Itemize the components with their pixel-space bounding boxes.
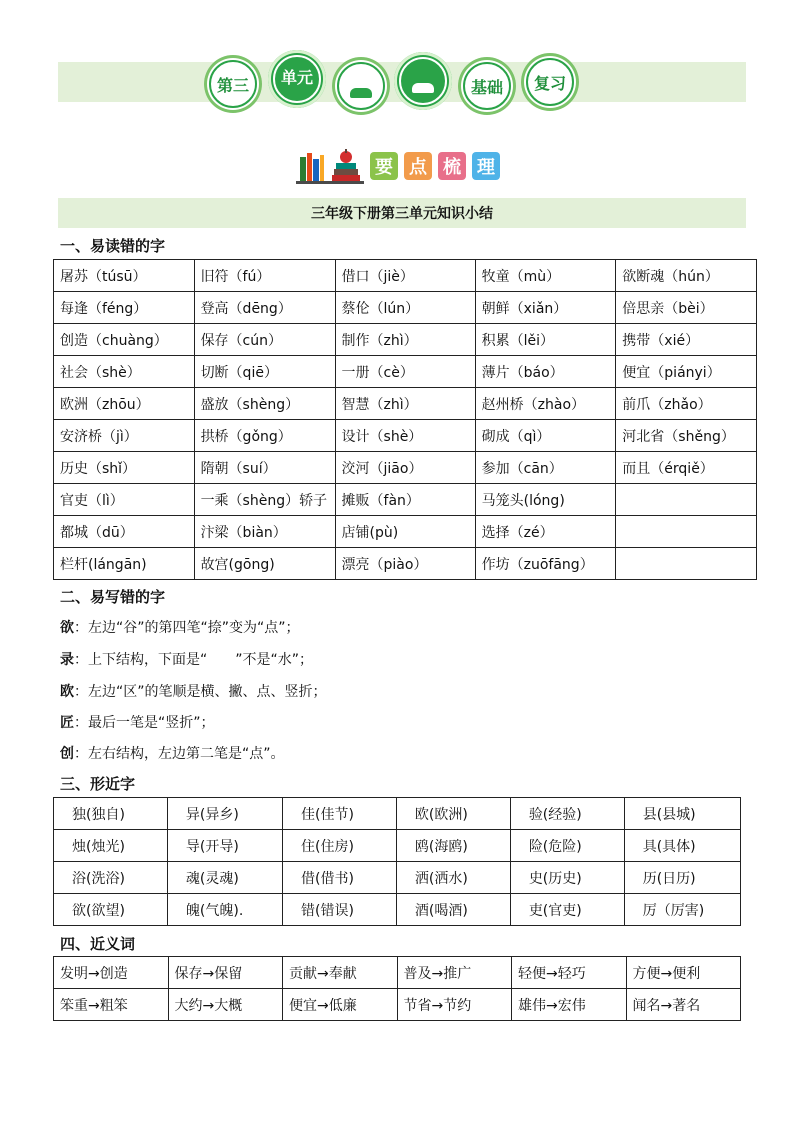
header-bubble-3 xyxy=(332,57,390,115)
table-cell: 厉（厉害) xyxy=(624,894,740,926)
cloud-icon xyxy=(350,88,372,98)
table-cell: 马笼头(lóng) xyxy=(475,484,616,516)
table-row xyxy=(54,452,757,484)
table-cell: 具(具体) xyxy=(624,830,740,862)
table-cell: 故宫(gōng) xyxy=(194,548,335,580)
table-cell: 吏(官吏) xyxy=(510,894,624,926)
section-title-1: 一、易读错的字 xyxy=(60,237,166,255)
table-synonyms xyxy=(53,956,741,1021)
yaodian-char-1: 要 xyxy=(370,152,398,180)
yaodian-char-3: 梳 xyxy=(438,152,466,180)
header-bubble-4 xyxy=(394,52,452,110)
table-cell: 发明→创造 xyxy=(54,957,169,989)
table-cell: 砌成（qì） xyxy=(475,420,616,452)
table-cell xyxy=(616,484,757,516)
write-error-line: 录：上下结构，下面是“ ”不是“水”； xyxy=(60,652,314,668)
yaodian-char-2: 点 xyxy=(404,152,432,180)
table-cell: 普及→推广 xyxy=(397,957,512,989)
table-cell: 隋朝（suí） xyxy=(194,452,335,484)
table-cell: 借口（jiè） xyxy=(335,260,475,292)
table-cell: 魄(气魄). xyxy=(167,894,282,926)
write-error-line: 欧：左边“区”的笔顺是横、撇、点、竖折； xyxy=(60,684,327,700)
table-cell: 欲断魂（hún） xyxy=(616,260,757,292)
table-cell: 验(经验) xyxy=(510,798,624,830)
table-cell: 方便→便利 xyxy=(626,957,741,989)
write-error-line: 匠：最后一笔是“竖折”； xyxy=(60,715,215,731)
table-cell: 前爪（zhǎo） xyxy=(616,388,757,420)
write-error-line: 欲：左边“谷”的第四笔“捺”变为“点”； xyxy=(60,620,300,636)
cloud-icon xyxy=(412,83,434,93)
table-row xyxy=(54,420,757,452)
table-cell: 摊贩（fàn） xyxy=(335,484,475,516)
table-cell: 鸥(海鸥) xyxy=(396,830,510,862)
table-cell: 设计（shè） xyxy=(335,420,475,452)
table-row xyxy=(54,292,757,324)
table-row xyxy=(54,862,741,894)
table-cell: 每逢（féng） xyxy=(54,292,195,324)
table-row xyxy=(54,548,757,580)
header-bubble-2: 单元 xyxy=(268,50,326,108)
table-cell: 异(异乡) xyxy=(167,798,282,830)
table-cell: 雄伟→宏伟 xyxy=(512,989,627,1021)
section-heading-yaodian xyxy=(296,146,500,186)
table-cell: 栏杆(lángān) xyxy=(54,548,195,580)
table-cell: 烛(烛光) xyxy=(54,830,168,862)
table-row xyxy=(54,324,757,356)
table-cell: 史(历史) xyxy=(510,862,624,894)
table-cell: 倍思亲（bèi） xyxy=(616,292,757,324)
table-row xyxy=(54,989,741,1021)
table-cell: 节省→节约 xyxy=(397,989,512,1021)
table-cell: 住(住房) xyxy=(283,830,397,862)
write-error-line: 创：左右结构，左边第二笔是“点”。 xyxy=(60,746,285,762)
table-cell: 欧洲（zhōu） xyxy=(54,388,195,420)
table-row xyxy=(54,798,741,830)
table-cell: 大约→大概 xyxy=(168,989,283,1021)
table-row xyxy=(54,957,741,989)
table-cell: 一乘（shèng）轿子 xyxy=(194,484,335,516)
table-cell: 借(借书) xyxy=(283,862,397,894)
table-row xyxy=(54,484,757,516)
table-cell: 智慧（zhì） xyxy=(335,388,475,420)
table-cell xyxy=(616,516,757,548)
table-cell: 历(日历) xyxy=(624,862,740,894)
table-cell: 历史（shǐ） xyxy=(54,452,195,484)
table-cell: 酒(喝酒) xyxy=(396,894,510,926)
header-bubble-5: 基础 xyxy=(458,57,516,115)
table-cell: 险(危险) xyxy=(510,830,624,862)
table-cell: 携带（xié） xyxy=(616,324,757,356)
table-cell: 赵州桥（zhào） xyxy=(475,388,616,420)
table-cell: 薄片（báo） xyxy=(475,356,616,388)
table-cell: 制作（zhì） xyxy=(335,324,475,356)
section-title-4: 四、近义词 xyxy=(60,935,136,953)
table-row xyxy=(54,894,741,926)
table-row xyxy=(54,260,757,292)
table-cell: 切断（qiē） xyxy=(194,356,335,388)
table-cell: 而且（érqiě） xyxy=(616,452,757,484)
table-cell xyxy=(616,548,757,580)
table-cell: 积累（lěi） xyxy=(475,324,616,356)
table-cell: 参加（cān） xyxy=(475,452,616,484)
table-cell: 洒(洒水) xyxy=(396,862,510,894)
header-bubble-6: 复习 xyxy=(521,53,579,111)
table-cell: 蔡伦（lún） xyxy=(335,292,475,324)
table-cell: 都城（dū） xyxy=(54,516,195,548)
table-cell: 闻名→著名 xyxy=(626,989,741,1021)
table-cell: 屠苏（túsū） xyxy=(54,260,195,292)
table-cell: 保存→保留 xyxy=(168,957,283,989)
table-cell: 佳(佳节) xyxy=(283,798,397,830)
table-cell: 洨河（jiāo） xyxy=(335,452,475,484)
table-cell: 贡献→奉献 xyxy=(283,957,398,989)
table-cell: 店铺(pù) xyxy=(335,516,475,548)
table-row xyxy=(54,356,757,388)
table-cell: 一册（cè） xyxy=(335,356,475,388)
table-cell: 旧符（fú） xyxy=(194,260,335,292)
table-cell: 官吏（lì） xyxy=(54,484,195,516)
books-icon xyxy=(296,147,364,185)
table-cell: 欲(欲望) xyxy=(54,894,168,926)
table-cell: 漂亮（piào） xyxy=(335,548,475,580)
table-cell: 独(独自) xyxy=(54,798,168,830)
table-cell: 登高（dēng） xyxy=(194,292,335,324)
table-cell: 笨重→粗笨 xyxy=(54,989,169,1021)
table-cell: 盛放（shèng） xyxy=(194,388,335,420)
table-cell: 作坊（zuōfāng） xyxy=(475,548,616,580)
header-bubble-1: 第三 xyxy=(204,55,262,113)
table-cell: 县(县城) xyxy=(624,798,740,830)
table-cell: 轻便→轻巧 xyxy=(512,957,627,989)
table-cell: 导(开导) xyxy=(167,830,282,862)
table-row xyxy=(54,388,757,420)
table-cell: 魂(灵魂) xyxy=(167,862,282,894)
table-cell: 朝鲜（xiǎn） xyxy=(475,292,616,324)
table-cell: 便宜→低廉 xyxy=(283,989,398,1021)
table-cell: 汴梁（biàn） xyxy=(194,516,335,548)
table-cell: 安济桥（jì） xyxy=(54,420,195,452)
table-cell: 拱桥（gǒng） xyxy=(194,420,335,452)
table-cell: 便宜（piányi） xyxy=(616,356,757,388)
table-cell: 牧童（mù） xyxy=(475,260,616,292)
yaodian-char-4: 理 xyxy=(472,152,500,180)
table-cell: 错(错误) xyxy=(283,894,397,926)
table-cell: 社会（shè） xyxy=(54,356,195,388)
table-cell: 浴(洗浴) xyxy=(54,862,168,894)
table-row xyxy=(54,516,757,548)
table-similar-chars xyxy=(53,797,741,926)
table-cell: 河北省（shěng） xyxy=(616,420,757,452)
page-subtitle: 三年级下册第三单元知识小结 xyxy=(58,198,746,228)
section-title-2: 二、易写错的字 xyxy=(60,588,166,606)
table-pronunciation xyxy=(53,259,757,580)
table-cell: 选择（zé） xyxy=(475,516,616,548)
table-cell: 欧(欧洲) xyxy=(396,798,510,830)
section-title-3: 三、形近字 xyxy=(60,775,136,793)
table-row xyxy=(54,830,741,862)
table-cell: 创造（chuàng） xyxy=(54,324,195,356)
table-cell: 保存（cún） xyxy=(194,324,335,356)
